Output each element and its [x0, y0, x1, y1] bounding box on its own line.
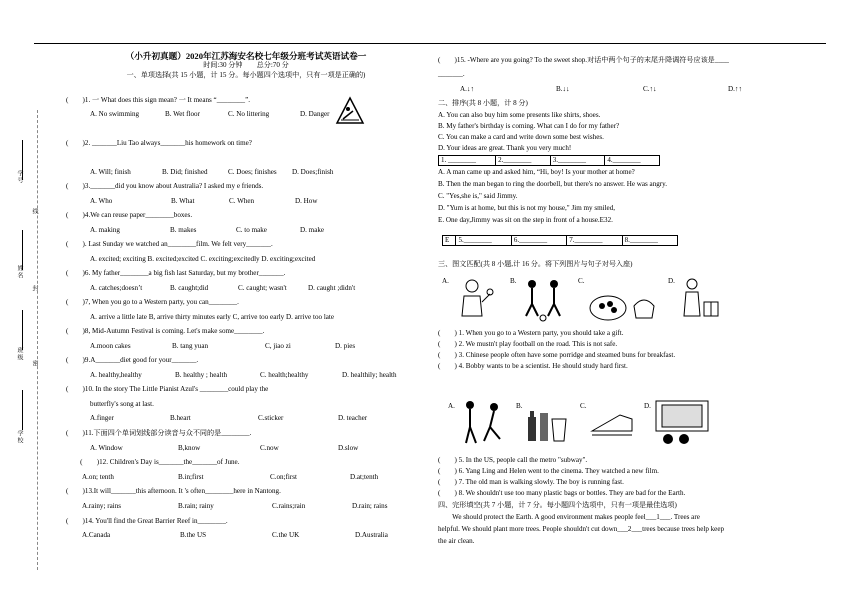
orderB-line-e: E. One day,Jimmy was sit on the step in front of a house.E32.	[438, 216, 613, 224]
q2-opt-b: B. Did; finished	[162, 168, 208, 176]
q14-opt-a: A.Canada	[82, 531, 111, 539]
q13-stem: ( )13.It will_______this afternoon. It 's often________here in Nantong.	[66, 487, 281, 495]
match-line-3: ( ) 3. Chinese people often have some porridge and steamed buns for breakfast.	[438, 351, 676, 359]
match-line-5: ( ) 5. In the US, people call the metro "subway".	[438, 456, 588, 464]
binding-margin	[0, 60, 40, 600]
q12-opt-a: A.on; tenth	[82, 473, 114, 481]
q11-opt-b: B,know	[178, 444, 201, 452]
q15-opt-d: D.↑↑	[728, 85, 742, 93]
orderB-line-d: D. "Yum is at home, but this is not my house," Jim my smiled,	[438, 204, 616, 212]
q4-opt-b: B. makes	[170, 226, 197, 234]
q1-opt-d: D. Danger	[300, 110, 330, 118]
q6-opt-b: B. caught;did	[170, 284, 209, 292]
q10-opt-d: D. teacher	[338, 414, 368, 422]
blank-xuehao	[22, 140, 23, 180]
q12-opt-b: B.in;first	[178, 473, 204, 481]
q15-opt-a: A.↓↑	[460, 85, 474, 93]
q10-stem-cont: butterfly's song at last.	[90, 400, 154, 408]
q9-opt-d: D. healthily; health	[342, 371, 397, 379]
exam-title: （小升初真题）2020年江苏海安名校七年级分班考试英语试卷一	[125, 51, 367, 61]
q14-stem: ( )14. You'll find the Great Barrier Reef in________.	[66, 517, 228, 525]
section2-heading: 二、排序(共 8 小题，计 8 分)	[438, 99, 528, 107]
q12-stem: ( )12. Children's Day is_______the_______of June.	[66, 458, 240, 466]
orderB-line-a: A. A man came up and asked him, “Hi, boy! Is your mother at home?	[438, 168, 635, 176]
q1-opt-a: A. No swimming	[90, 110, 140, 118]
orderB-line-b: B. Then the man began to ring the doorbell, but there's no answer. He was angry.	[438, 180, 668, 188]
section1-heading: 一、单项选择(共 15 小题，计 15 分。每小题四个选项中，只有一项是正确的)	[126, 71, 366, 80]
q10-opt-c: C.sticker	[258, 414, 284, 422]
scientist-icon	[452, 276, 494, 324]
pic-5a-label: A.	[448, 402, 455, 410]
pic-5b-label: B.	[516, 402, 523, 410]
q4-opt-a: A. making	[90, 226, 120, 234]
danger-sign-icon	[335, 96, 365, 126]
q15-blank: _______.	[438, 70, 465, 78]
q8-opt-c: C, jiao zi	[265, 342, 291, 350]
q1-opt-c: C. No littering	[228, 110, 270, 118]
orderA-line-a: A. You can also buy him some presents like shirts, shoes.	[438, 111, 601, 119]
q3-opt-b: B. What	[171, 197, 195, 205]
match-line-2: ( ) 2. We mustn't play football on the road. This is not safe.	[438, 340, 618, 348]
exam-meta: 时间:30 分钟 总分:70 分	[203, 61, 289, 70]
pic-5d-label: D.	[644, 402, 651, 410]
blank-banji	[22, 310, 23, 350]
q6-opt-d: D. caught ;didn't	[308, 284, 356, 292]
q4-opt-d: D. make	[300, 226, 325, 234]
label-xingming: 姓名	[16, 265, 22, 279]
metro-train-icon	[590, 405, 634, 445]
pic-b-label: B.	[510, 277, 517, 285]
match-line-1: ( ) 1. When you go to a Western party, you should take a gift.	[438, 329, 624, 337]
q8-opt-b: B. tang yuan	[172, 342, 209, 350]
picture-row-a	[438, 276, 738, 326]
q5-stem: ( ). Last Sunday we watched an________film. We felt very_______.	[66, 240, 273, 248]
q10-stem: ( )10. In the story The Little Pianist Azul's ________could play the	[66, 385, 269, 393]
football-players-icon	[520, 276, 568, 324]
label-xuehao: 学号	[16, 170, 22, 184]
q12-opt-d: D.at;tenth	[350, 473, 379, 481]
q4-opt-c: C. to make	[236, 226, 267, 234]
order-a-cell-4[interactable]: 4.________	[605, 156, 660, 166]
porridge-buns-icon	[588, 288, 658, 324]
q13-opt-d: D.rain; rains	[352, 502, 388, 510]
pic-a-label: A.	[442, 277, 449, 285]
q2-stem: ( )2. _______Liu Tao always_______his homework on time?	[66, 139, 252, 147]
q11-opt-d: D.slow	[338, 444, 359, 452]
blank-xuexiao	[22, 390, 23, 430]
order-table-a	[438, 155, 660, 166]
orderB-line-c: C. "Yes,she is," said Jimmy.	[438, 192, 518, 200]
q13-opt-a: A.rainy; rains	[82, 502, 122, 510]
binding-dashed-line	[37, 110, 38, 570]
cloze-line-3: the air clean.	[438, 537, 475, 545]
order-a-cell-2[interactable]: 2.________	[496, 156, 551, 166]
q9-opt-a: A. healthy,healthy	[90, 371, 142, 379]
q15-opt-b: B.↓↓	[556, 85, 570, 93]
q2-opt-c: C. Does; finishes	[228, 168, 277, 176]
q2-opt-d: D. Does;finish	[292, 168, 334, 176]
party-gift-icon	[678, 276, 722, 324]
order-b-cell-5[interactable]: 5.________	[456, 236, 511, 246]
q11-opt-a: A. Window	[90, 444, 123, 452]
q13-opt-b: B.rain; rainy	[178, 502, 214, 510]
q3-opt-c: C. When	[229, 197, 255, 205]
orderA-line-b: B. My father's birthday is coming. What can I do for my father?	[438, 122, 620, 130]
q8-opt-a: A.moon cakes	[90, 342, 131, 350]
q15-opt-c: C.↑↓	[643, 85, 657, 93]
mark-xian: 线	[31, 208, 37, 215]
q1-opt-b: B. Wet floor	[165, 110, 200, 118]
q7-stem: ( )7, When you go to a Western party, you can________.	[66, 298, 239, 306]
blank-xingming	[22, 230, 23, 270]
q3-opt-d: D. How	[295, 197, 318, 205]
match-line-7: ( ) 7. The old man is walking slowly. The boy is running fast.	[438, 478, 624, 486]
plastic-bottles-icon	[526, 405, 570, 445]
cloze-line-1: We should protect the Earth. A good environment makes people feel___1___. Trees are	[438, 513, 700, 521]
section4-heading: 四、完形填空(共 7 小题，计 7 分。每小题四个选项中，只有一项是最佳选项)	[438, 501, 677, 509]
q6-opt-a: A. catches;doesn’t	[90, 284, 143, 292]
q12-opt-c: C.on;first	[270, 473, 297, 481]
q11-stem: ( )11.下面四个单词划线部分读音与众不同的是________.	[66, 429, 252, 437]
q3-opt-a: A. Who	[90, 197, 113, 205]
pic-d-label: D.	[668, 277, 675, 285]
match-line-4: ( ) 4. Bobby wants to be a scientist. He should study hard first.	[438, 362, 628, 370]
order-b-cell-8[interactable]: 8.________	[622, 236, 677, 246]
order-table-b	[442, 235, 678, 246]
pic-c-label: C.	[578, 277, 585, 285]
cinema-icon	[654, 399, 710, 447]
top-rule	[34, 43, 826, 44]
label-xuexiao: 学校	[16, 430, 22, 444]
q1-stem: ( )1. 一 What does this sign mean? 一 It means “________”.	[66, 96, 251, 104]
q14-opt-d: D.Australia	[355, 531, 388, 539]
pic-5c-label: C.	[580, 402, 587, 410]
match-line-6: ( ) 6. Yang Ling and Helen went to the cinema. They watched a new film.	[438, 467, 659, 475]
section3-heading: 三、图文匹配(共 8 小题,计 16 分。将下列图片与句子对号入座)	[438, 260, 633, 268]
order-a-cell-1[interactable]: 1. ________	[439, 156, 496, 166]
q5-opts: A. excited; exciting B. excited;excited C. exciting;excitedly D. exciting;excited	[90, 255, 316, 263]
order-b-cell-7[interactable]: 7.________	[567, 236, 622, 246]
match-line-8: ( ) 8. We shouldn't use too many plastic bags or bottles. They are bad for the Earth.	[438, 489, 686, 497]
q7-opts: A. arrive a little late B, arrive thirty minutes early C, arrive too early D. arrive too late	[90, 313, 335, 321]
q4-stem: ( )4.We can reuse paper________boxes.	[66, 211, 193, 219]
label-banji: 班级	[16, 347, 22, 361]
q10-opt-a: A.finger	[90, 414, 114, 422]
q10-opt-b: B.heart	[170, 414, 191, 422]
orderA-line-c: C. You can make a card and write down some best wishes.	[438, 133, 604, 141]
q8-stem: ( )8, Mid-Autumn Festival is coming. Let's make some________.	[66, 327, 265, 335]
order-b-cell-6[interactable]: 6.________	[511, 236, 566, 246]
q9-stem: ( )9.A_______diet good for your_______.	[66, 356, 199, 364]
q3-stem: ( )3._______did you know about Australia? I asked my e friends.	[66, 182, 264, 190]
order-b-cell-e: E	[443, 236, 456, 246]
q9-opt-b: B. healthy ; health	[175, 371, 228, 379]
order-a-cell-3[interactable]: 3.________	[550, 156, 605, 166]
q14-opt-c: C.the UK	[272, 531, 300, 539]
q6-opt-c: C. caught; wasn't	[238, 284, 287, 292]
mark-feng: 封	[31, 285, 37, 292]
q14-opt-b: B.the US	[180, 531, 207, 539]
running-walking-icon	[458, 397, 508, 447]
left-column	[60, 51, 432, 539]
q2-opt-a: A. Will; finish	[90, 168, 131, 176]
q11-opt-c: C.now	[260, 444, 279, 452]
q9-opt-c: C. health;healthy	[260, 371, 309, 379]
q13-opt-c: C.rains;rain	[272, 502, 306, 510]
orderA-line-d: D. Your ideas are great. Thank you very much!	[438, 144, 572, 152]
picture-row-b	[448, 397, 718, 449]
q8-opt-d: D. pies	[335, 342, 356, 350]
cloze-line-2: helpful. We should plant more trees. People shouldn't cut down___2___trees because trees help keep	[438, 525, 725, 533]
mark-mi: 密	[31, 360, 37, 367]
q6-stem: ( )6. My father________a big fish last Saturday, but my brother_______.	[66, 269, 286, 277]
q15-stem: ( )15. -Where are you going? To the sweet shop.对话中两个句子的末尾升降调符号应该是____	[438, 56, 729, 64]
